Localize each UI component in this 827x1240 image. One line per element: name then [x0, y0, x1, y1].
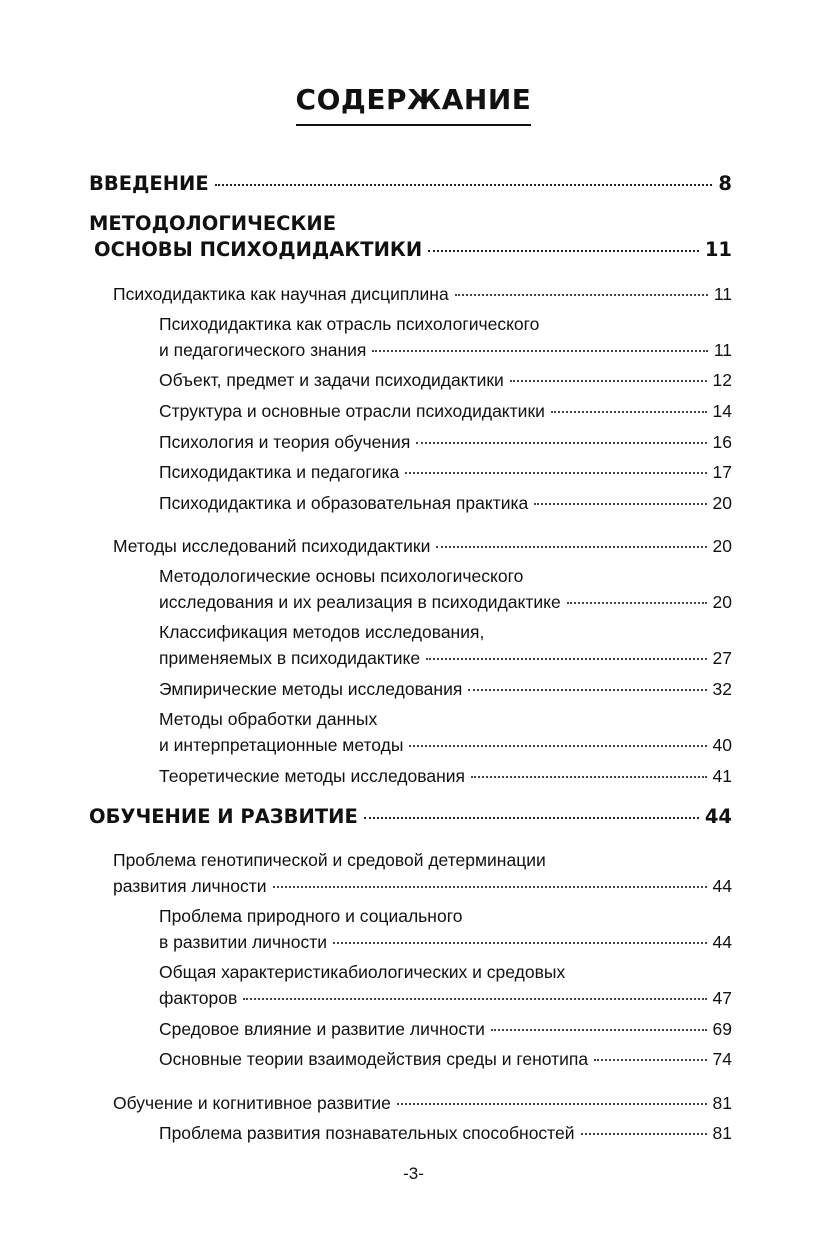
toc-entry-s3-line1[interactable]: Проблема генотипической и средовой детерминации	[113, 850, 546, 870]
toc-entry-s3b-line1[interactable]: Общая характеристикабиологических и средовых	[159, 962, 566, 982]
toc-entry-s1f[interactable]	[159, 493, 732, 514]
toc-entry-ch1[interactable]	[94, 238, 732, 261]
toc-entry-s2a[interactable]	[159, 592, 732, 613]
entry-page: 44	[712, 932, 732, 952]
entry-text: ВВЕДЕНИЕ	[89, 172, 209, 195]
toc-entry-s2[interactable]	[113, 536, 732, 557]
dot-leader	[581, 1133, 707, 1135]
entry-page: 11	[713, 284, 732, 304]
entry-text: ОСНОВЫ ПСИХОДИДАКТИКИ	[94, 238, 423, 261]
entry-page: 12	[712, 370, 732, 390]
entry-page: 41	[712, 766, 732, 786]
toc-entry-s1a-line1[interactable]: Психодидактика как отрасль психологического	[159, 314, 540, 334]
dot-leader	[243, 998, 706, 1000]
entry-text: Эмпирические методы исследования	[159, 679, 463, 699]
toc-entry-s1e[interactable]	[159, 462, 732, 483]
entry-text: Психодидактика и образовательная практика	[159, 493, 529, 513]
dot-leader	[534, 503, 706, 505]
toc-entry-s1a[interactable]	[159, 340, 732, 361]
toc-entry-s1b[interactable]	[159, 370, 732, 391]
dot-leader	[372, 350, 707, 352]
page-title-wrap	[0, 82, 827, 126]
toc-entry-ch1-line1[interactable]: МЕТОДОЛОГИЧЕСКИЕ	[89, 212, 337, 235]
entry-page: 8	[718, 172, 732, 195]
entry-text: Методы исследований психодидактики	[113, 536, 431, 556]
entry-page: 20	[712, 493, 732, 513]
toc-entry-intro[interactable]	[89, 172, 732, 195]
entry-page: 47	[712, 988, 732, 1008]
page-number: -3-	[403, 1164, 424, 1183]
dot-leader	[409, 745, 706, 747]
entry-text: Обучение и когнитивное развитие	[113, 1093, 391, 1113]
toc-entry-s3d[interactable]	[159, 1049, 732, 1070]
dot-leader	[426, 658, 706, 660]
toc-entry-s3[interactable]	[113, 876, 732, 897]
entry-text: развития личности	[113, 876, 267, 896]
toc-entry-s3b[interactable]	[159, 988, 732, 1009]
dot-leader	[428, 250, 699, 252]
entry-text: Психодидактика и педагогика	[159, 462, 400, 482]
toc-entry-s2e[interactable]	[159, 766, 732, 787]
entry-page: 81	[712, 1123, 732, 1143]
toc-entry-s4[interactable]	[113, 1093, 732, 1114]
toc-entry-s3a-line1[interactable]: Проблема природного и социального	[159, 906, 463, 926]
dot-leader	[436, 546, 706, 548]
toc-entry-s3c[interactable]	[159, 1019, 732, 1040]
entry-page: 20	[712, 592, 732, 612]
dot-leader	[510, 380, 707, 382]
dot-leader	[551, 411, 707, 413]
toc-entry-s2c[interactable]	[159, 679, 732, 700]
toc-entry-s1d[interactable]	[159, 432, 732, 453]
entry-text: применяемых в психодидактике	[159, 648, 421, 668]
entry-text: факторов	[159, 988, 238, 1008]
toc-entry-s2b[interactable]	[159, 648, 732, 669]
dot-leader	[416, 442, 706, 444]
page-title: СОДЕРЖАНИЕ	[296, 82, 532, 126]
entry-page: 20	[712, 536, 732, 556]
entry-text: Проблема развития познавательных способностей	[159, 1123, 575, 1143]
entry-text: Психодидактика как научная дисциплина	[113, 284, 449, 304]
entry-page: 27	[712, 648, 732, 668]
toc-entry-s1[interactable]	[113, 284, 732, 305]
entry-page: 81	[712, 1093, 732, 1113]
entry-page: 11	[704, 238, 732, 261]
entry-text: и интерпретационные методы	[159, 735, 404, 755]
toc-entry-s1c[interactable]	[159, 401, 732, 422]
entry-text: Основные теории взаимодействия среды и генотипа	[159, 1049, 589, 1069]
dot-leader	[273, 886, 707, 888]
dot-leader	[215, 184, 713, 186]
toc-entry-s2d[interactable]	[159, 735, 732, 756]
dot-leader	[397, 1103, 707, 1105]
toc-entry-s3a[interactable]	[159, 932, 732, 953]
entry-page: 32	[712, 679, 732, 699]
entry-page: 14	[712, 401, 732, 421]
dot-leader	[468, 689, 706, 691]
entry-text: в развитии личности	[159, 932, 327, 952]
dot-leader	[567, 602, 707, 604]
dot-leader	[405, 472, 706, 474]
toc-entry-s4a[interactable]	[159, 1123, 732, 1144]
dot-leader	[594, 1059, 706, 1061]
entry-page: 69	[712, 1019, 732, 1039]
entry-page: 44	[712, 876, 732, 896]
entry-page: 74	[712, 1049, 732, 1069]
entry-text: Структура и основные отрасли психодидактики	[159, 401, 545, 421]
entry-text: ОБУЧЕНИЕ И РАЗВИТИЕ	[89, 805, 358, 828]
dot-leader	[364, 817, 699, 819]
toc-entry-s2d-line1[interactable]: Методы обработки данных	[159, 709, 378, 729]
entry-text: Психология и теория обучения	[159, 432, 411, 452]
entry-page: 16	[712, 432, 732, 452]
entry-page: 17	[712, 462, 732, 482]
dot-leader	[333, 942, 707, 944]
dot-leader	[491, 1029, 707, 1031]
toc-entry-ch2[interactable]	[89, 805, 732, 828]
entry-text: Теоретические методы исследования	[159, 766, 466, 786]
toc-entry-s2a-line1[interactable]: Методологические основы психологического	[159, 566, 524, 586]
dot-leader	[471, 776, 707, 778]
dot-leader	[455, 294, 708, 296]
entry-text: Объект, предмет и задачи психодидактики	[159, 370, 504, 390]
entry-page: 40	[712, 735, 732, 755]
entry-text: и педагогического знания	[159, 340, 367, 360]
entry-text: Средовое влияние и развитие личности	[159, 1019, 485, 1039]
entry-page: 11	[713, 340, 732, 360]
entry-page: 44	[704, 805, 732, 828]
toc-entry-s2b-line1[interactable]: Классификация методов исследования,	[159, 622, 485, 642]
entry-text: исследования и их реализация в психодидактике	[159, 592, 561, 612]
